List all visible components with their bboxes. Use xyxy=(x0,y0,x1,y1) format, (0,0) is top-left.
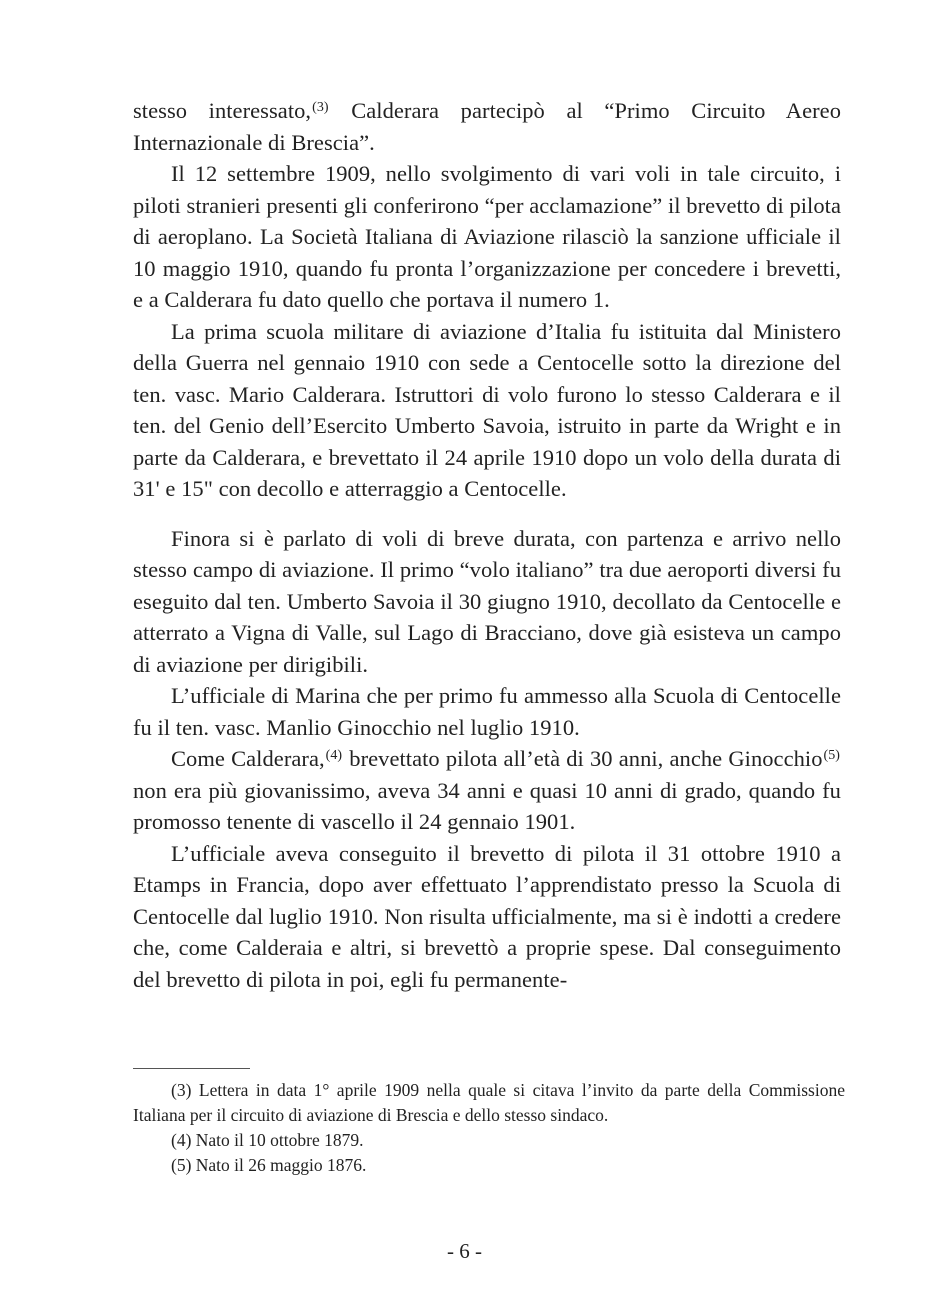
paragraph xyxy=(133,743,841,838)
footnote: (4) Nato il 10 ottobre 1879. xyxy=(171,1130,364,1150)
paragraph xyxy=(133,95,841,158)
paragraph-text: non era più giovanissimo, aveva 34 anni e quasi 10 anni di grado, quando fu promosso tenente di vascello il 24 gennaio 1901. xyxy=(133,777,841,834)
paragraph-text: L’ufficiale aveva conseguito il brevetto di pilota il 31 ottobre 1910 a Etamps in Francia, dopo aver effettuato l’apprendistato presso la Scuola di Centocelle dal luglio 1910. Non risulta ufficialmente, ma si è indotti a credere che, come Calderaia e altri, si brevettò a proprie spese. Dal conseguimento del brevetto di pilota in poi, egli fu permanente- xyxy=(133,840,841,992)
paragraph xyxy=(133,523,841,681)
paragraph xyxy=(133,316,841,505)
footnote-reference: (4) xyxy=(325,748,343,763)
footnote-reference: (5) xyxy=(823,748,840,763)
paragraph-text: Finora si è parlato di voli di breve durata, con partenza e arrivo nello stesso campo di aviazione. Il primo “volo italiano” tra due aeroporti diversi fu eseguito dal ten. Umberto Savoia il 30 giugno 1910, decollato da Centocelle e atterrato a Vigna di Valle, sul Lago di Bracciano, dove già esisteva un campo di aviazione per dirigibili. xyxy=(133,525,841,677)
body-text xyxy=(133,95,841,995)
paragraph xyxy=(133,680,841,743)
paragraph-text: Come Calderara, xyxy=(171,746,325,771)
footnote-separator xyxy=(133,1068,250,1069)
paragraph-text: Calderara partecipò al “Primo Circuito Aereo Internazionale di Brescia”. xyxy=(133,98,841,155)
paragraph-text: L’ufficiale di Marina che per primo fu ammesso alla Scuola di Centocelle fu il ten. vasc. Manlio Ginocchio nel luglio 1910. xyxy=(133,683,841,740)
footnote: (3) Lettera in data 1° aprile 1909 nella quale si citava l’invito da parte della Commissione Italiana per il circuito di aviazione di Brescia e dello stesso sindaco. xyxy=(133,1080,845,1125)
paragraph xyxy=(133,838,841,996)
footnotes xyxy=(133,1078,845,1178)
footnote: (5) Nato il 26 maggio 1876. xyxy=(171,1155,367,1175)
paragraph-text: brevettato pilota all’età di 30 anni, anche Ginocchio xyxy=(343,746,823,771)
paragraph-text: stesso interessato, xyxy=(133,98,312,123)
paragraph-text: Il 12 settembre 1909, nello svolgimento di vari voli in tale circuito, i piloti stranieri presenti gli conferirono “per acclamazione” il brevetto di pilota di aeroplano. La Società Italiana di Aviazione rilasciò la sanzione ufficiale il 10 maggio 1910, quando fu pronta l’organizzazione per concedere i brevetti, e a Calderara fu dato quello che portava il numero 1. xyxy=(133,161,841,312)
paragraph-text: La prima scuola militare di aviazione d’Italia fu istituita dal Ministero della Guerra nel gennaio 1910 con sede a Centocelle sotto la direzione del ten. vasc. Mario Calderara. Istruttori di volo furono lo stesso Calderara e il ten. del Genio dell’Esercito Umberto Savoia, istruito in parte da Wright e in parte da Calderara, e brevettato il 24 aprile 1910 dopo un volo della durata di 31' e 15" con decollo e atterraggio a Centocelle. xyxy=(133,318,841,501)
page-number: - 6 - xyxy=(447,1239,482,1263)
footnote-reference: (3) xyxy=(312,100,329,115)
paragraph xyxy=(133,158,841,316)
